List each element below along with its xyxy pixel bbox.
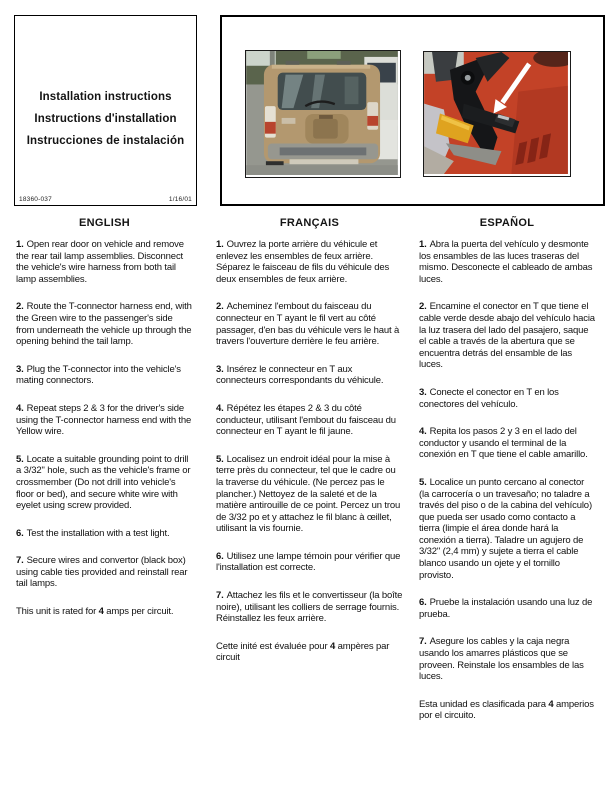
step-en-7 [16, 555, 193, 590]
step-number: 3. [16, 363, 24, 375]
step-number: 6. [16, 527, 24, 539]
step-text: Secure wires and convertor (black box) using cable ties provided and reinstall rear tail lamps. [16, 555, 188, 590]
step-es-4 [419, 426, 595, 461]
step-text: Locate a suitable grounding point to drill a 3/32" hole, such as the vehicle's frame or crossmember (Do not drill into vehicle's floor or bed), and secure white wire with eyelet using screw provided. [16, 453, 191, 512]
photo-panel [220, 15, 605, 206]
rating-note-spanish [419, 699, 595, 722]
title-english: Installation instructions [39, 91, 172, 103]
step-es-6 [419, 597, 595, 620]
rating-note-french [216, 641, 403, 664]
step-number: 1. [419, 239, 427, 250]
rating-text-end: amps per circuit. [103, 606, 174, 618]
step-es-5 [419, 477, 595, 581]
step-number: 6. [419, 597, 427, 609]
step-number: 4. [216, 402, 224, 414]
step-number: 1. [216, 239, 224, 250]
step-fr-3 [216, 364, 403, 387]
vehicle-rear-illustration [246, 51, 398, 175]
step-text: Plug the T-connector into the vehicle's mating connectors. [16, 363, 181, 387]
step-text: Test the installation with a test light. [26, 527, 170, 539]
step-number: 3. [216, 363, 224, 375]
step-text: Repita los pasos 2 y 3 en el lado del conductor y usando el terminal de la conexión en T que tiene el cable amarillo. [419, 426, 588, 461]
step-number: 2. [16, 301, 24, 313]
step-text: Utilisez une lampe témoin pour vérifier que l'installation est correcte. [216, 550, 401, 574]
step-number: 6. [216, 550, 224, 562]
step-fr-4 [216, 403, 403, 438]
part-number: 18360-037 [19, 196, 52, 203]
step-text: Insérez le connecteur en T aux connecteurs correspondants du véhicule. [216, 363, 384, 387]
rating-text-end: ampères par circuit [216, 640, 390, 664]
connector-closeup-illustration [424, 52, 568, 174]
step-text: Encamine el conector en T que tiene el cable verde desde abajo del vehículo hacia la luz trasera del lado del pasajero, saque el cable a través de la abertura que se encuentra detrás del ensamble de las luces. [419, 301, 595, 371]
step-fr-1 [216, 239, 403, 285]
step-number: 2. [419, 301, 427, 313]
step-number: 7. [216, 590, 224, 602]
step-text: Abra la puerta del vehículo y desmonte los ensambles de las luces traseras del mismo. Desconecte el cableado de ambas luces. [419, 239, 593, 285]
vehicle-rear-photo [245, 50, 401, 178]
rating-amps: 4 [329, 640, 336, 652]
step-text: Pruebe la instalación usando una luz de prueba. [419, 597, 593, 620]
step-number: 5. [16, 453, 24, 465]
rating-text: Cette inité est évaluée pour [216, 640, 330, 652]
step-text: Attachez les fils et le convertisseur (la boîte noire), utilisant les colliers de serrage fournis. Réinstallez les feux arrière. [216, 590, 403, 625]
step-number: 2. [216, 301, 224, 313]
column-header-english: ENGLISH [79, 217, 130, 229]
rating-amps: 4 [548, 698, 554, 710]
step-text: Repeat steps 2 & 3 for the driver's side using the T-connector harness end with the Yellow wire. [16, 402, 192, 438]
title-french: Instructions d'installation [34, 113, 177, 125]
step-es-2 [419, 301, 595, 371]
step-en-3 [16, 364, 193, 387]
revision-date: 1/16/01 [168, 196, 192, 203]
step-text: Localisez un endroit idéal pour la mise à terre près du connecteur, tel que le cadre ou la traverse du véhicule. (Ne percez pas le plancher.) Nettoyez de la saleté et de la matière antirouille de ce point. Percez un trou de 3/32 po et y attachez le fil blanc à œillet, utilisant la vis fournie. [216, 453, 401, 535]
step-text: Ouvrez la porte arrière du véhicule et enlevez les ensembles de feux arrière. Séparez le faisceau de fils du véhicule des deux ensembles de feux arrière. [216, 239, 390, 285]
step-number: 7. [16, 555, 24, 567]
step-es-7 [419, 636, 595, 682]
rating-note-english [16, 606, 193, 618]
step-es-3 [419, 387, 595, 410]
title-box [14, 15, 197, 206]
step-number: 4. [419, 426, 427, 438]
step-number: 5. [216, 453, 224, 465]
step-text: Route the T-connector harness end, with the Green wire to the passenger's side from underneath the vehicle up through the opening behind the tail lamp. [16, 301, 192, 348]
rating-amps: 4 [98, 606, 104, 618]
column-english [16, 217, 193, 634]
step-number: 4. [16, 402, 24, 414]
step-en-4 [16, 403, 193, 438]
step-fr-6 [216, 551, 403, 574]
step-fr-7 [216, 590, 403, 625]
step-en-5 [16, 454, 193, 512]
column-header-spanish: ESPAÑOL [479, 217, 535, 229]
column-french [216, 217, 403, 680]
step-en-6 [16, 528, 193, 540]
rating-text-end: amperios por el circuito. [419, 698, 594, 722]
title-box-meta [19, 196, 192, 203]
column-spanish [419, 217, 595, 738]
step-text: Conecte el conector en T en los conectores del vehículo. [419, 386, 559, 410]
column-header-french: FRANÇAIS [279, 217, 340, 229]
step-fr-5 [216, 454, 403, 535]
step-text: Acheminez l'embout du faisceau du connecteur en T ayant le fil vert au côté passager, d'en bas du véhicule vers le haut à travers l'ouverture derrière le feu arrière. [216, 301, 400, 348]
step-number: 5. [419, 476, 427, 488]
step-fr-2 [216, 301, 403, 347]
step-en-1 [16, 239, 193, 285]
step-text: Asegure los cables y la caja negra usando los amarres plásticos que se proveen. Reinstale los ensambles de las luces. [419, 636, 584, 683]
step-text: Open rear door on vehicle and remove the rear tail lamp assemblies. Disconnect the vehicle's wire harness from both tail lamp assemblies. [16, 239, 184, 285]
step-es-1 [419, 239, 595, 285]
step-number: 7. [419, 636, 427, 648]
step-number: 3. [419, 386, 427, 398]
step-en-2 [16, 301, 193, 347]
step-number: 1. [16, 239, 24, 250]
connector-closeup-photo [423, 51, 571, 177]
title-spanish: Instrucciones de instalación [26, 135, 185, 147]
rating-text: Esta unidad es clasificada para [419, 698, 549, 710]
step-text: Localice un punto cercano al conector (la carrocería o un travesaño; no taladre a través del piso o de la cabina del vehículo) que pueda ser usado como contacto a tierra (limpie el área donde hará la conexión a tierra). Taladre un agujero de 3/32" (2,4 mm) y sujete a tierra el cable blanco usando un ojete y el tornillo provisto. [419, 476, 592, 581]
title-block [15, 86, 196, 152]
step-text: Répétez les étapes 2 & 3 du côté conducteur, utilisant l'embout du faisceau du connecteur en T ayant le fil jaune. [216, 402, 396, 438]
rating-text: This unit is rated for [16, 606, 99, 618]
